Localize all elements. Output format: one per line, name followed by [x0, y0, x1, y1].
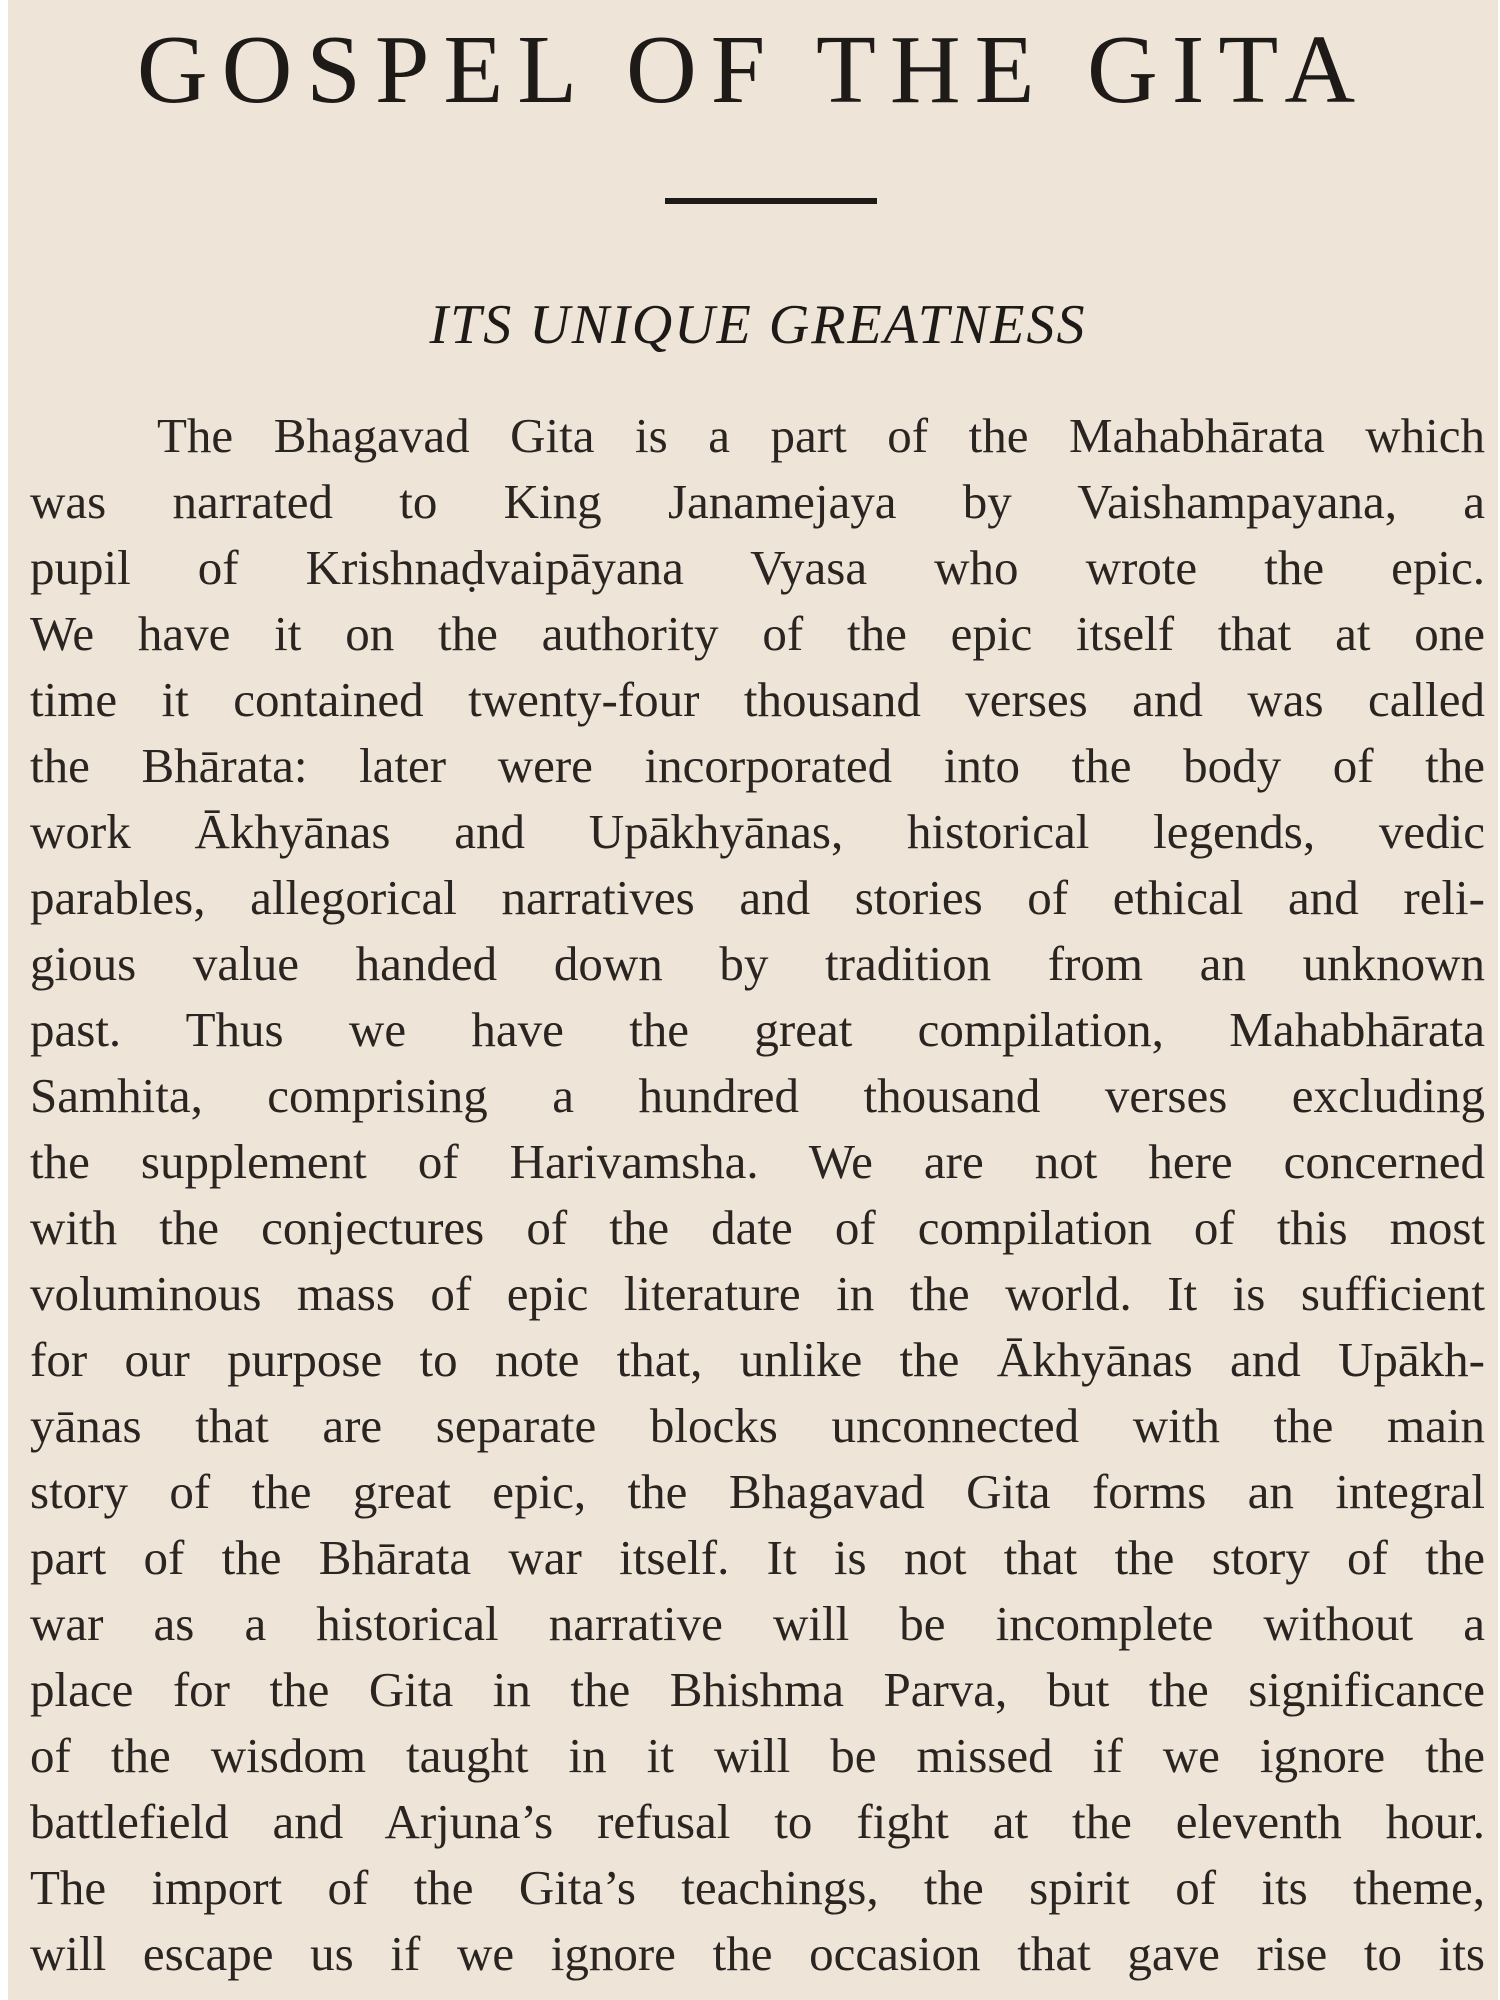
- text-line: story of the great epic, the Bhagavad Gita forms an integral: [30, 1464, 1485, 1519]
- text-line: pupil of Krishnaḍvaipāyana Vyasa who wrote the epic.: [30, 540, 1485, 595]
- text-line: We have it on the authority of the epic itself that at one: [30, 606, 1485, 661]
- text-line: was narrated to King Janamejaya by Vaishampayana, a: [30, 474, 1485, 529]
- title-divider: [665, 198, 877, 204]
- text-line: time it contained twenty-four thousand verses and was called: [30, 672, 1485, 727]
- text-line: part of the Bhārata war itself. It is not that the story of the: [30, 1530, 1485, 1585]
- text-line: battlefield and Arjuna’s refusal to fight at the eleventh hour.: [30, 1794, 1485, 1849]
- section-heading: ITS UNIQUE GREATNESS: [429, 294, 1087, 356]
- text-line: place for the Gita in the Bhishma Parva, but the significance: [30, 1662, 1485, 1717]
- book-page: [8, 0, 1498, 2000]
- page-title: GOSPEL OF THE GITA: [136, 16, 1370, 124]
- body-paragraph: [30, 403, 1485, 1987]
- text-line: voluminous mass of epic literature in the world. It is sufficient: [30, 1266, 1485, 1321]
- text-line: The import of the Gita’s teachings, the spirit of its theme,: [30, 1860, 1485, 1915]
- text-line: of the wisdom taught in it will be missed if we ignore the: [30, 1728, 1485, 1783]
- text-line: work Ākhyānas and Upākhyānas, historical legends, vedic: [30, 804, 1485, 859]
- text-line: for our purpose to note that, unlike the Ākhyānas and Upākh-: [30, 1332, 1485, 1387]
- text-line: will escape us if we ignore the occasion that gave rise to its: [30, 1926, 1485, 1981]
- text-line: past. Thus we have the great compilation, Mahabhārata: [30, 1002, 1485, 1057]
- text-line: the supplement of Harivamsha. We are not here concerned: [30, 1134, 1485, 1189]
- text-line: parables, allegorical narratives and stories of ethical and reli-: [30, 870, 1485, 925]
- text-line: yānas that are separate blocks unconnected with the main: [30, 1398, 1485, 1453]
- text-line: gious value handed down by tradition from an unknown: [30, 936, 1485, 991]
- text-line: The Bhagavad Gita is a part of the Mahabhārata which: [157, 408, 1485, 463]
- text-line: war as a historical narrative will be incomplete without a: [30, 1596, 1485, 1651]
- text-line: Samhita, comprising a hundred thousand verses excluding: [30, 1068, 1485, 1123]
- text-line: the Bhārata: later were incorporated into the body of the: [30, 738, 1485, 793]
- text-line: with the conjectures of the date of compilation of this most: [30, 1200, 1485, 1255]
